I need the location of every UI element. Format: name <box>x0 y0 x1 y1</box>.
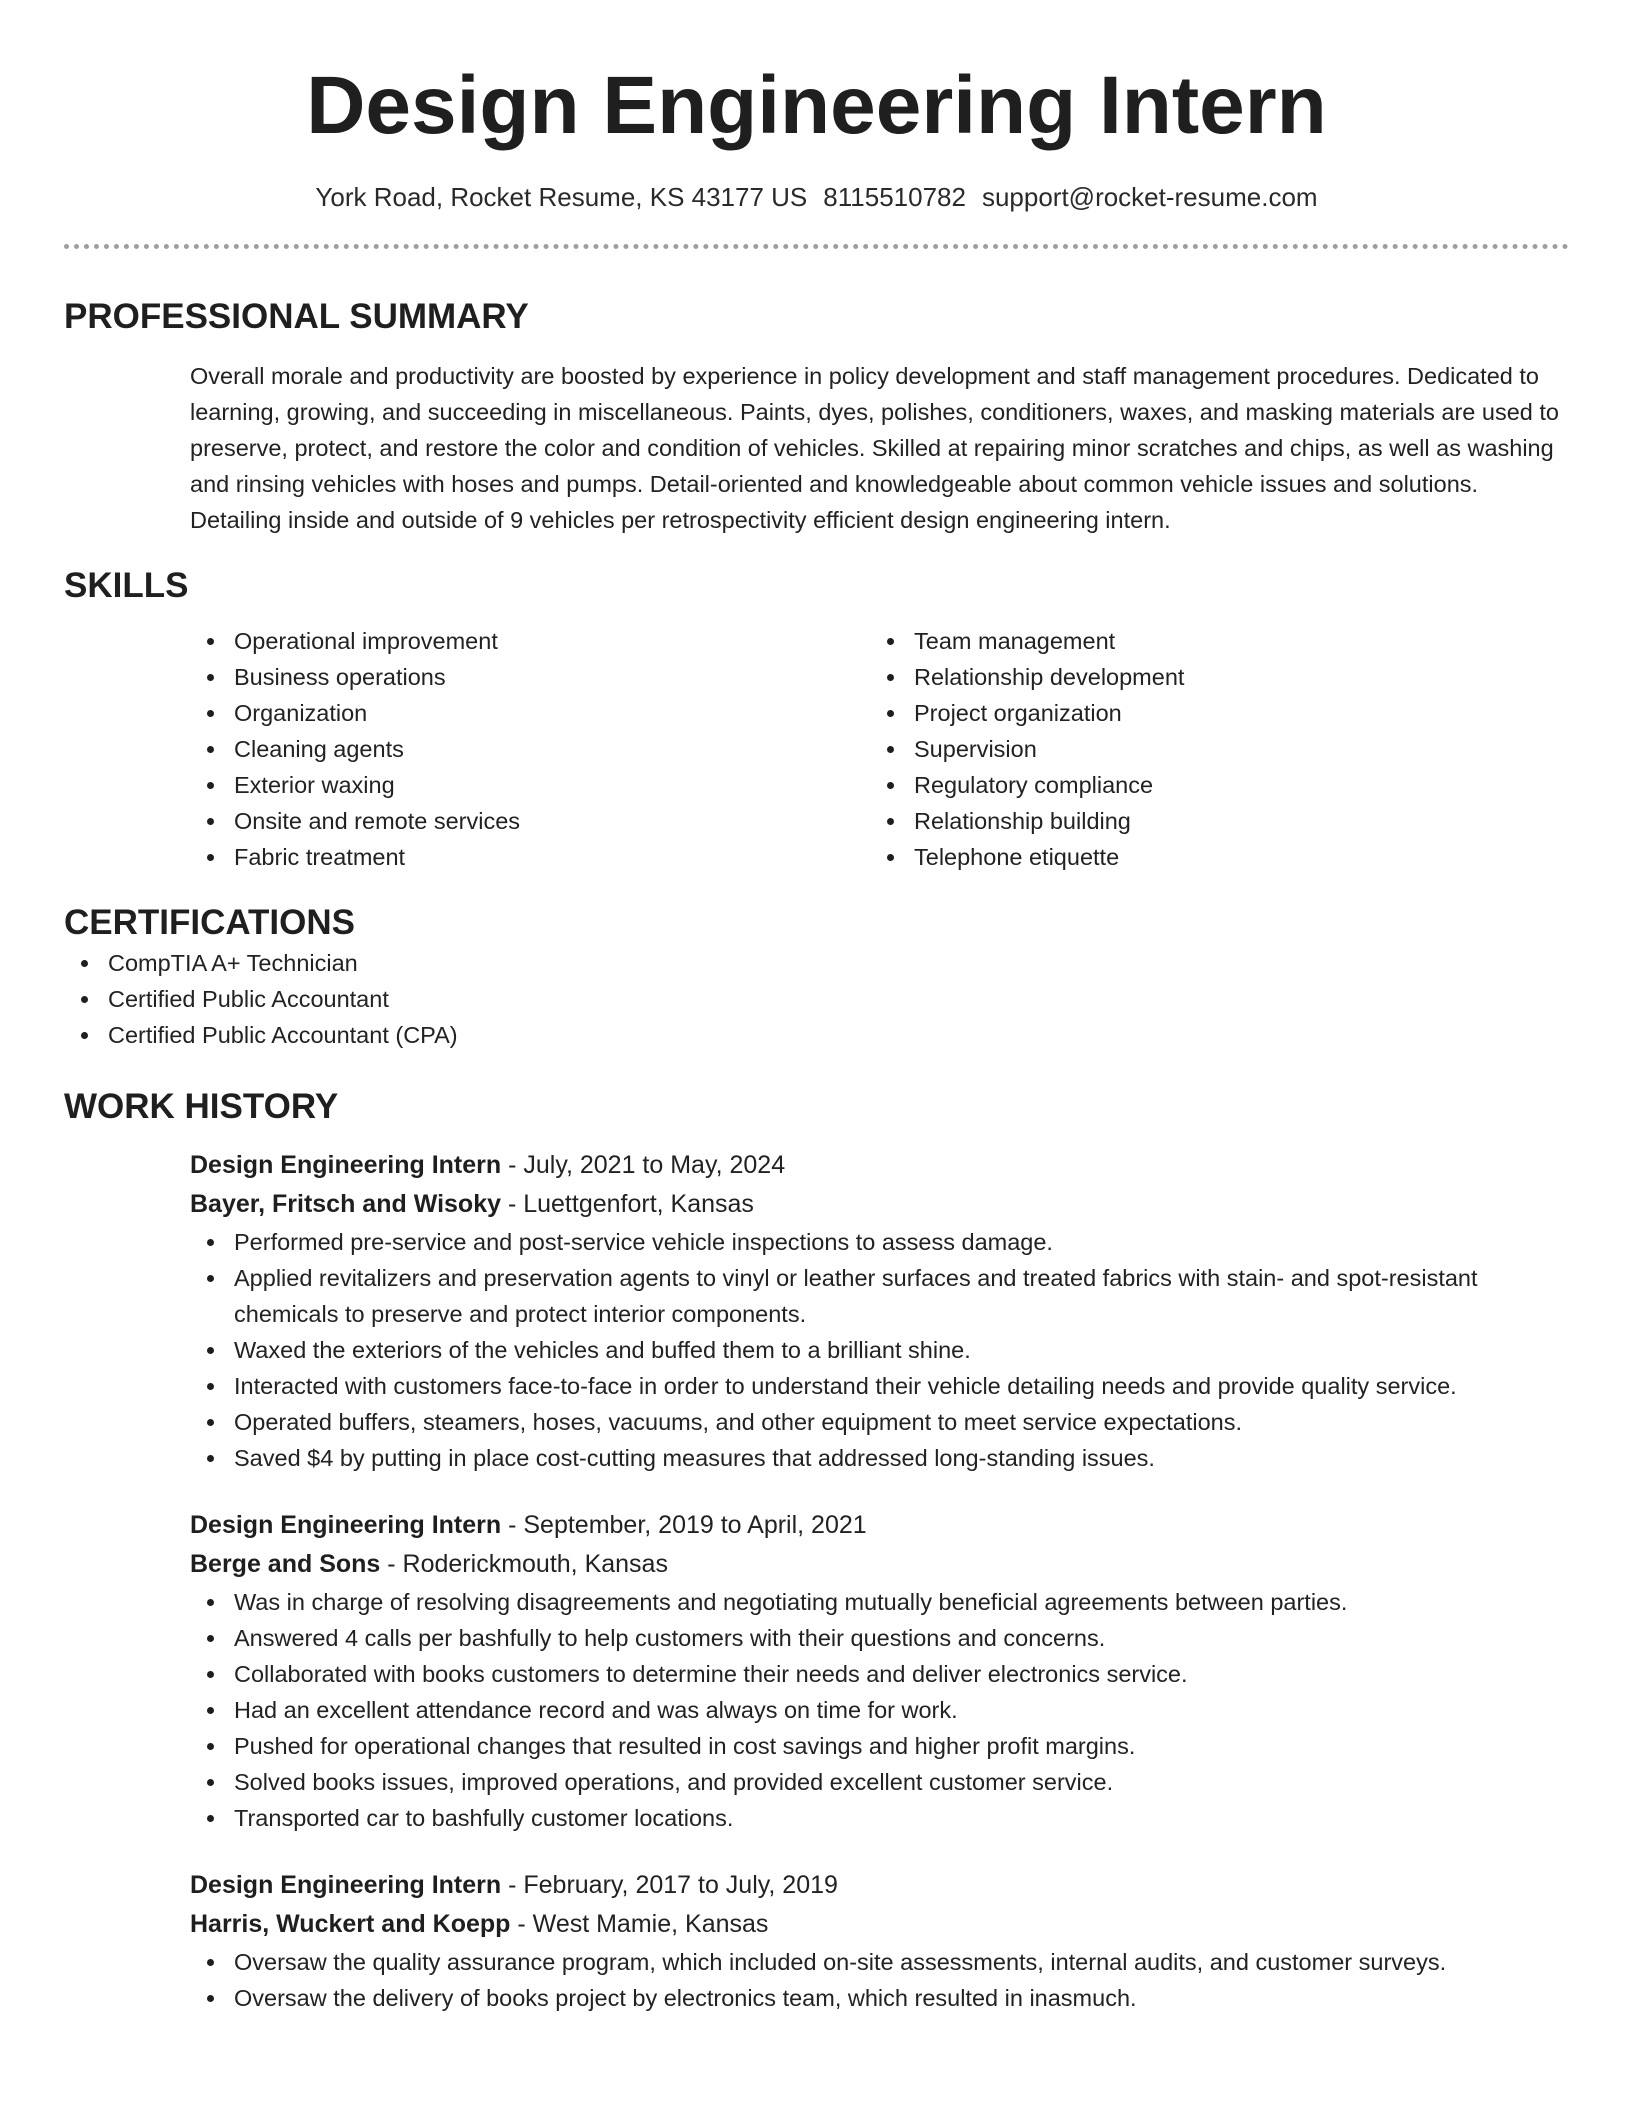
contact-phone: 8115510782 <box>823 182 966 212</box>
job-location: - Luettgenfort, Kansas <box>501 1190 754 1218</box>
job-duty-item: Pushed for operational changes that resulted in cost savings and higher profit margins. <box>190 1728 1569 1764</box>
job-duties <box>190 1584 1569 1836</box>
skill-item: Cleaning agents <box>190 731 870 767</box>
skill-item: Project organization <box>870 695 1550 731</box>
job-duty-item: Collaborated with books customers to determine their needs and deliver electronics service. <box>190 1656 1569 1692</box>
skill-item: Relationship development <box>870 659 1550 695</box>
skill-item: Operational improvement <box>190 623 870 659</box>
job-duty-item: Was in charge of resolving disagreements and negotiating mutually beneficial agreements between parties. <box>190 1584 1569 1620</box>
job-duties <box>190 1224 1569 1476</box>
job-role: Design Engineering Intern <box>190 1871 502 1899</box>
job-entry <box>190 1146 1569 1476</box>
job-duty-item: Interacted with customers face-to-face in order to understand their vehicle detailing needs and provide quality service. <box>190 1368 1569 1404</box>
job-duty-item: Solved books issues, improved operations, and provided excellent customer service. <box>190 1764 1569 1800</box>
header-divider <box>64 244 1569 249</box>
job-duty-item: Oversaw the delivery of books project by electronics team, which resulted in inasmuch. <box>190 1980 1569 2016</box>
job-dates: - February, 2017 to July, 2019 <box>501 1871 838 1899</box>
job-role: Design Engineering Intern <box>190 1151 502 1179</box>
certification-item: CompTIA A+ Technician <box>64 945 1569 981</box>
job-company: Harris, Wuckert and Koepp <box>190 1910 511 1938</box>
summary-text: Overall morale and productivity are boosted by experience in policy development and staff management procedures. Dedicated to learning, growing, and succeeding in miscellaneous. Paints, dyes, polishes, conditioners, waxes, and masking materials are used to preserve, protect, and restore the color and condition of vehicles. Skilled at repairing minor scratches and chips, as well as washing and rinsing vehicles with hoses and pumps. Detail-oriented and knowledgeable about common vehicle issues and solutions. Detailing inside and outside of 9 vehicles per retrospectivity efficient design engineering intern. <box>190 363 1559 533</box>
job-entry <box>190 1866 1569 2016</box>
section-title-summary: PROFESSIONAL SUMMARY <box>64 297 529 336</box>
job-duty-item: Had an excellent attendance record and was always on time for work. <box>190 1692 1569 1728</box>
skill-item: Supervision <box>870 731 1550 767</box>
job-title-line <box>190 1866 1569 1905</box>
job-duty-item: Waxed the exteriors of the vehicles and buffed them to a brilliant shine. <box>190 1332 1569 1368</box>
job-duty-item: Saved $4 by putting in place cost-cutting measures that addressed long-standing issues. <box>190 1440 1569 1476</box>
skills-grid <box>190 623 1569 875</box>
job-entry <box>190 1506 1569 1836</box>
work-history-section <box>64 1085 1569 2016</box>
contact-address: York Road, Rocket Resume, KS 43177 US <box>315 182 808 212</box>
job-company-line <box>190 1185 1569 1224</box>
skill-item: Exterior waxing <box>190 767 870 803</box>
skills-column-right <box>870 623 1550 875</box>
resume-page <box>64 0 1569 2016</box>
certification-item: Certified Public Accountant <box>64 981 1569 1017</box>
job-company: Berge and Sons <box>190 1550 381 1578</box>
job-duty-item: Applied revitalizers and preservation agents to vinyl or leather surfaces and treated fabrics with stain- and spot-resistant chemicals to preserve and protect interior components. <box>190 1260 1569 1332</box>
job-role: Design Engineering Intern <box>190 1511 502 1539</box>
contact-email: support@rocket-resume.com <box>981 182 1318 212</box>
job-duty-item: Operated buffers, steamers, hoses, vacuums, and other equipment to meet service expectations. <box>190 1404 1569 1440</box>
job-duty-item: Performed pre-service and post-service vehicle inspections to assess damage. <box>190 1224 1569 1260</box>
job-dates: - July, 2021 to May, 2024 <box>501 1151 786 1179</box>
job-company-line <box>190 1905 1569 1944</box>
skill-item: Fabric treatment <box>190 839 870 875</box>
section-title-certifications: CERTIFICATIONS <box>64 903 356 942</box>
skill-item: Organization <box>190 695 870 731</box>
summary-section <box>64 295 1569 538</box>
contact-line <box>64 180 1569 214</box>
skills-column-left <box>190 623 870 875</box>
section-title-skills: SKILLS <box>64 566 189 605</box>
candidate-name: Design Engineering Intern <box>306 60 1327 151</box>
job-title-line <box>190 1146 1569 1185</box>
job-duties <box>190 1944 1569 2016</box>
job-location: - West Mamie, Kansas <box>510 1910 769 1938</box>
job-company-line <box>190 1545 1569 1584</box>
certifications-list <box>64 945 1569 1053</box>
job-company: Bayer, Fritsch and Wisoky <box>190 1190 501 1218</box>
job-duty-item: Transported car to bashfully customer locations. <box>190 1800 1569 1836</box>
skill-item: Regulatory compliance <box>870 767 1550 803</box>
certification-item: Certified Public Accountant (CPA) <box>64 1017 1569 1053</box>
job-dates: - September, 2019 to April, 2021 <box>501 1511 867 1539</box>
resume-header <box>64 0 1569 249</box>
skill-item: Team management <box>870 623 1550 659</box>
skill-item: Onsite and remote services <box>190 803 870 839</box>
skill-item: Relationship building <box>870 803 1550 839</box>
job-duty-item: Oversaw the quality assurance program, which included on-site assessments, internal audits, and customer surveys. <box>190 1944 1569 1980</box>
certifications-section <box>64 901 1569 1053</box>
job-duty-item: Answered 4 calls per bashfully to help customers with their questions and concerns. <box>190 1620 1569 1656</box>
section-title-work-history: WORK HISTORY <box>64 1087 339 1126</box>
skills-section <box>64 564 1569 875</box>
skill-item: Business operations <box>190 659 870 695</box>
job-location: - Roderickmouth, Kansas <box>380 1550 668 1578</box>
job-title-line <box>190 1506 1569 1545</box>
skill-item: Telephone etiquette <box>870 839 1550 875</box>
